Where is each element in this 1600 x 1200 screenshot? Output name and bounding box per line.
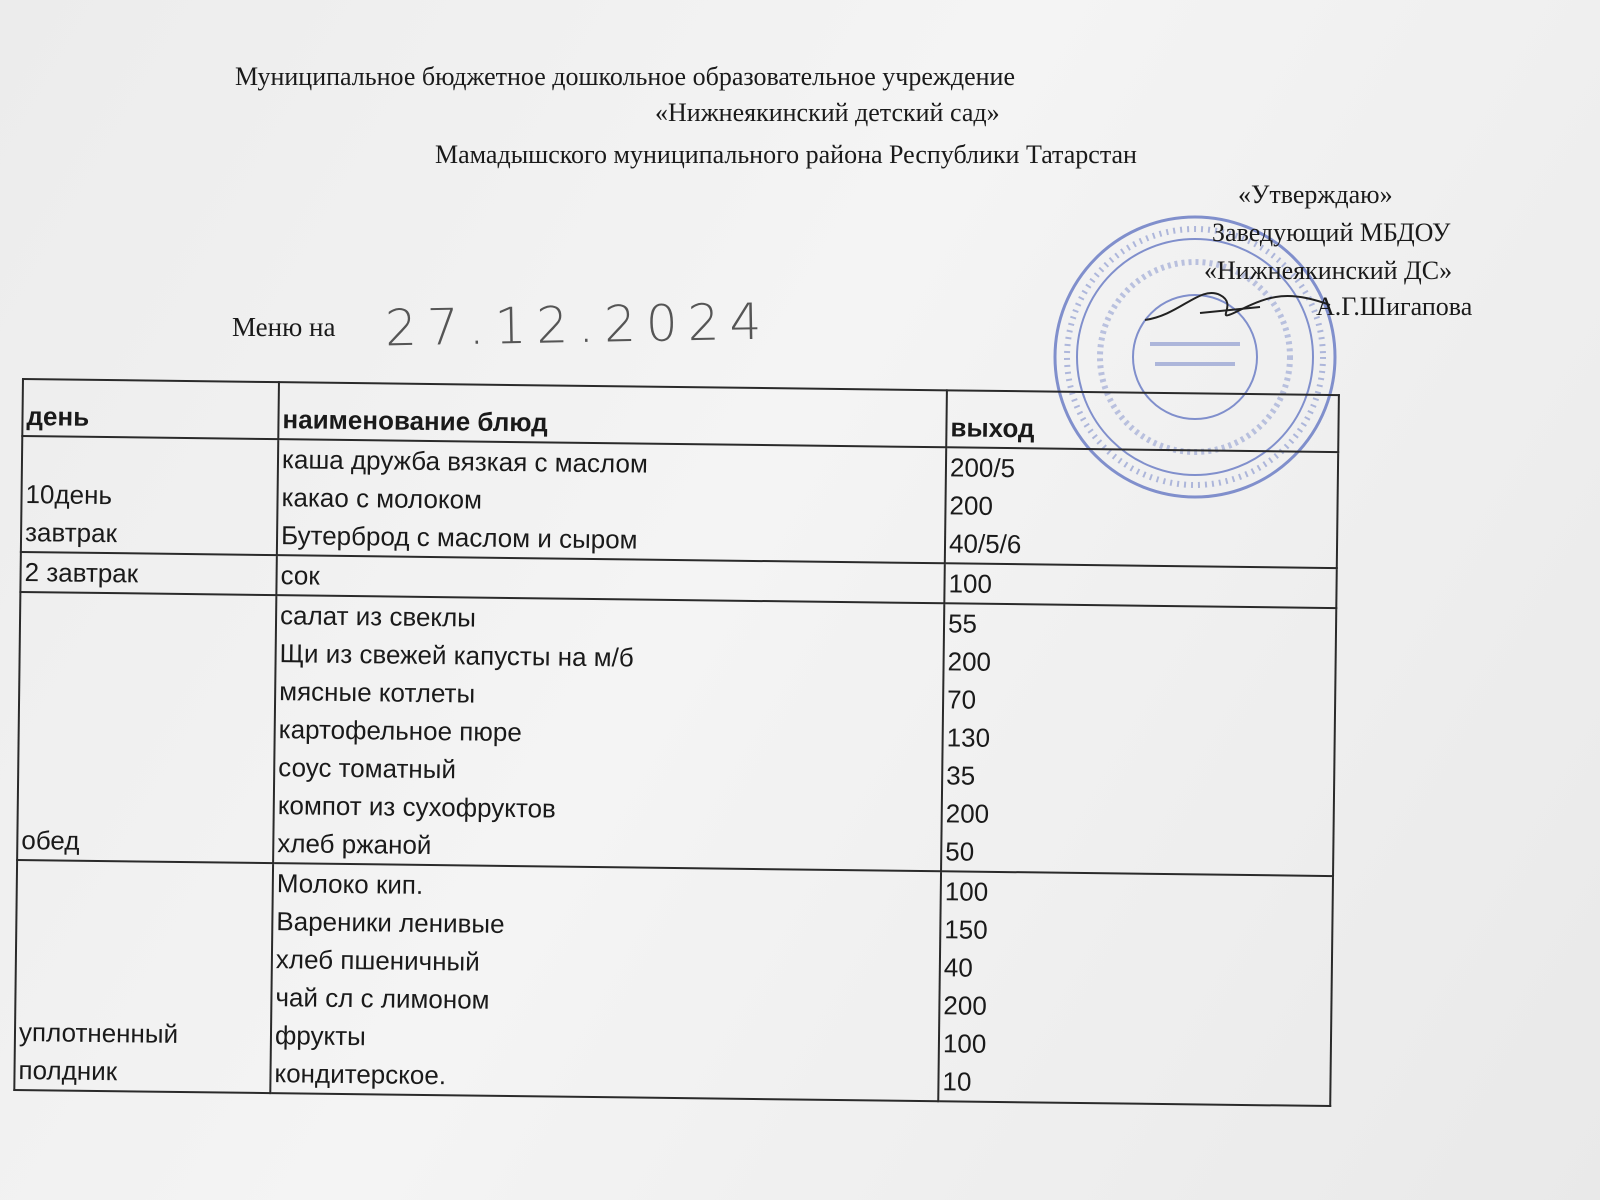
output-value: 40 (943, 952, 973, 983)
day-cell (14, 860, 273, 1093)
dish-item: компот из сухофруктов (277, 790, 557, 824)
dish-item: фрукты (274, 1020, 366, 1052)
header-output: выход (946, 390, 1339, 452)
dish-item: хлеб пшеничный (275, 944, 480, 977)
output-value: 130 (946, 722, 991, 753)
output-value: 35 (946, 760, 976, 791)
day-line: обед (21, 825, 80, 856)
menu-label: Меню на (232, 312, 336, 342)
day-line: завтрак (24, 517, 118, 549)
output-cell (944, 563, 1336, 608)
dish-item: Молоко кип. (276, 868, 424, 900)
day-line: 2 завтрак (24, 557, 139, 589)
output-value: 200 (943, 990, 987, 1021)
day-cell (20, 552, 276, 595)
dish-item: соус томатный (278, 752, 457, 785)
dish-item: сок (280, 560, 320, 591)
day-line: 10день (25, 479, 113, 511)
day-cell (17, 592, 276, 863)
output-value: 50 (945, 836, 975, 867)
table-row (17, 592, 1336, 876)
header-day: день (22, 379, 279, 439)
table-row (14, 860, 1333, 1106)
dish-cell (270, 863, 941, 1101)
table-row (21, 436, 1338, 568)
dish-item: Вареники ленивые (276, 906, 505, 939)
dish-item: кондитерское. (274, 1058, 447, 1091)
output-value: 100 (942, 1028, 987, 1059)
dish-item: каша дружба вязкая с маслом (281, 444, 649, 479)
header-line-1: Муниципальное бюджетное дошкольное образовательное учреждение (235, 62, 1015, 91)
output-value: 200/5 (949, 452, 1016, 484)
approval-line-1: «Утверждаю» (1238, 180, 1393, 209)
approval-line-3: «Нижнеякинский ДС» (1204, 256, 1453, 285)
output-value: 200 (949, 490, 994, 521)
day-line: полдник (18, 1055, 118, 1087)
menu-table (13, 378, 1340, 1107)
day-line: уплотненный (18, 1017, 179, 1049)
header-dish: наименование блюд (278, 382, 947, 447)
output-cell (941, 603, 1336, 876)
output-cell (945, 447, 1338, 568)
header-line-3: Мамадышского муниципального района Республики Татарстан (435, 140, 1137, 169)
output-value: 200 (947, 646, 992, 677)
dish-item: какао с молоком (281, 482, 483, 515)
output-value: 70 (946, 684, 977, 715)
approval-line-2: Заведующий МБДОУ (1212, 218, 1451, 247)
output-value: 40/5/6 (948, 528, 1022, 560)
output-value: 200 (945, 798, 990, 829)
menu-date-handwritten: 27.12.2024 (384, 292, 772, 358)
output-value: 150 (944, 914, 988, 945)
dish-item: Бутерброд с маслом и сыром (280, 520, 638, 555)
output-value: 100 (944, 876, 989, 907)
approval-line-4: А.Г.Шигапова (1316, 292, 1473, 321)
day-cell (21, 436, 278, 555)
dish-item: чай сл с лимоном (275, 982, 490, 1015)
dish-cell (273, 595, 944, 871)
dish-item: салат из свеклы (279, 600, 477, 633)
dish-cell (277, 439, 946, 563)
output-value: 55 (947, 608, 978, 639)
header-line-2: «Нижнеякинский детский сад» (655, 98, 1000, 127)
dish-item: Щи из свежей капусты на м/б (279, 638, 634, 673)
output-cell (938, 871, 1333, 1106)
output-value: 100 (948, 568, 993, 599)
dish-item: мясные котлеты (279, 676, 476, 709)
dish-item: картофельное пюре (278, 714, 522, 748)
dish-item: хлеб ржаной (277, 828, 432, 861)
output-value: 10 (942, 1066, 972, 1097)
menu-body (14, 436, 1338, 1106)
